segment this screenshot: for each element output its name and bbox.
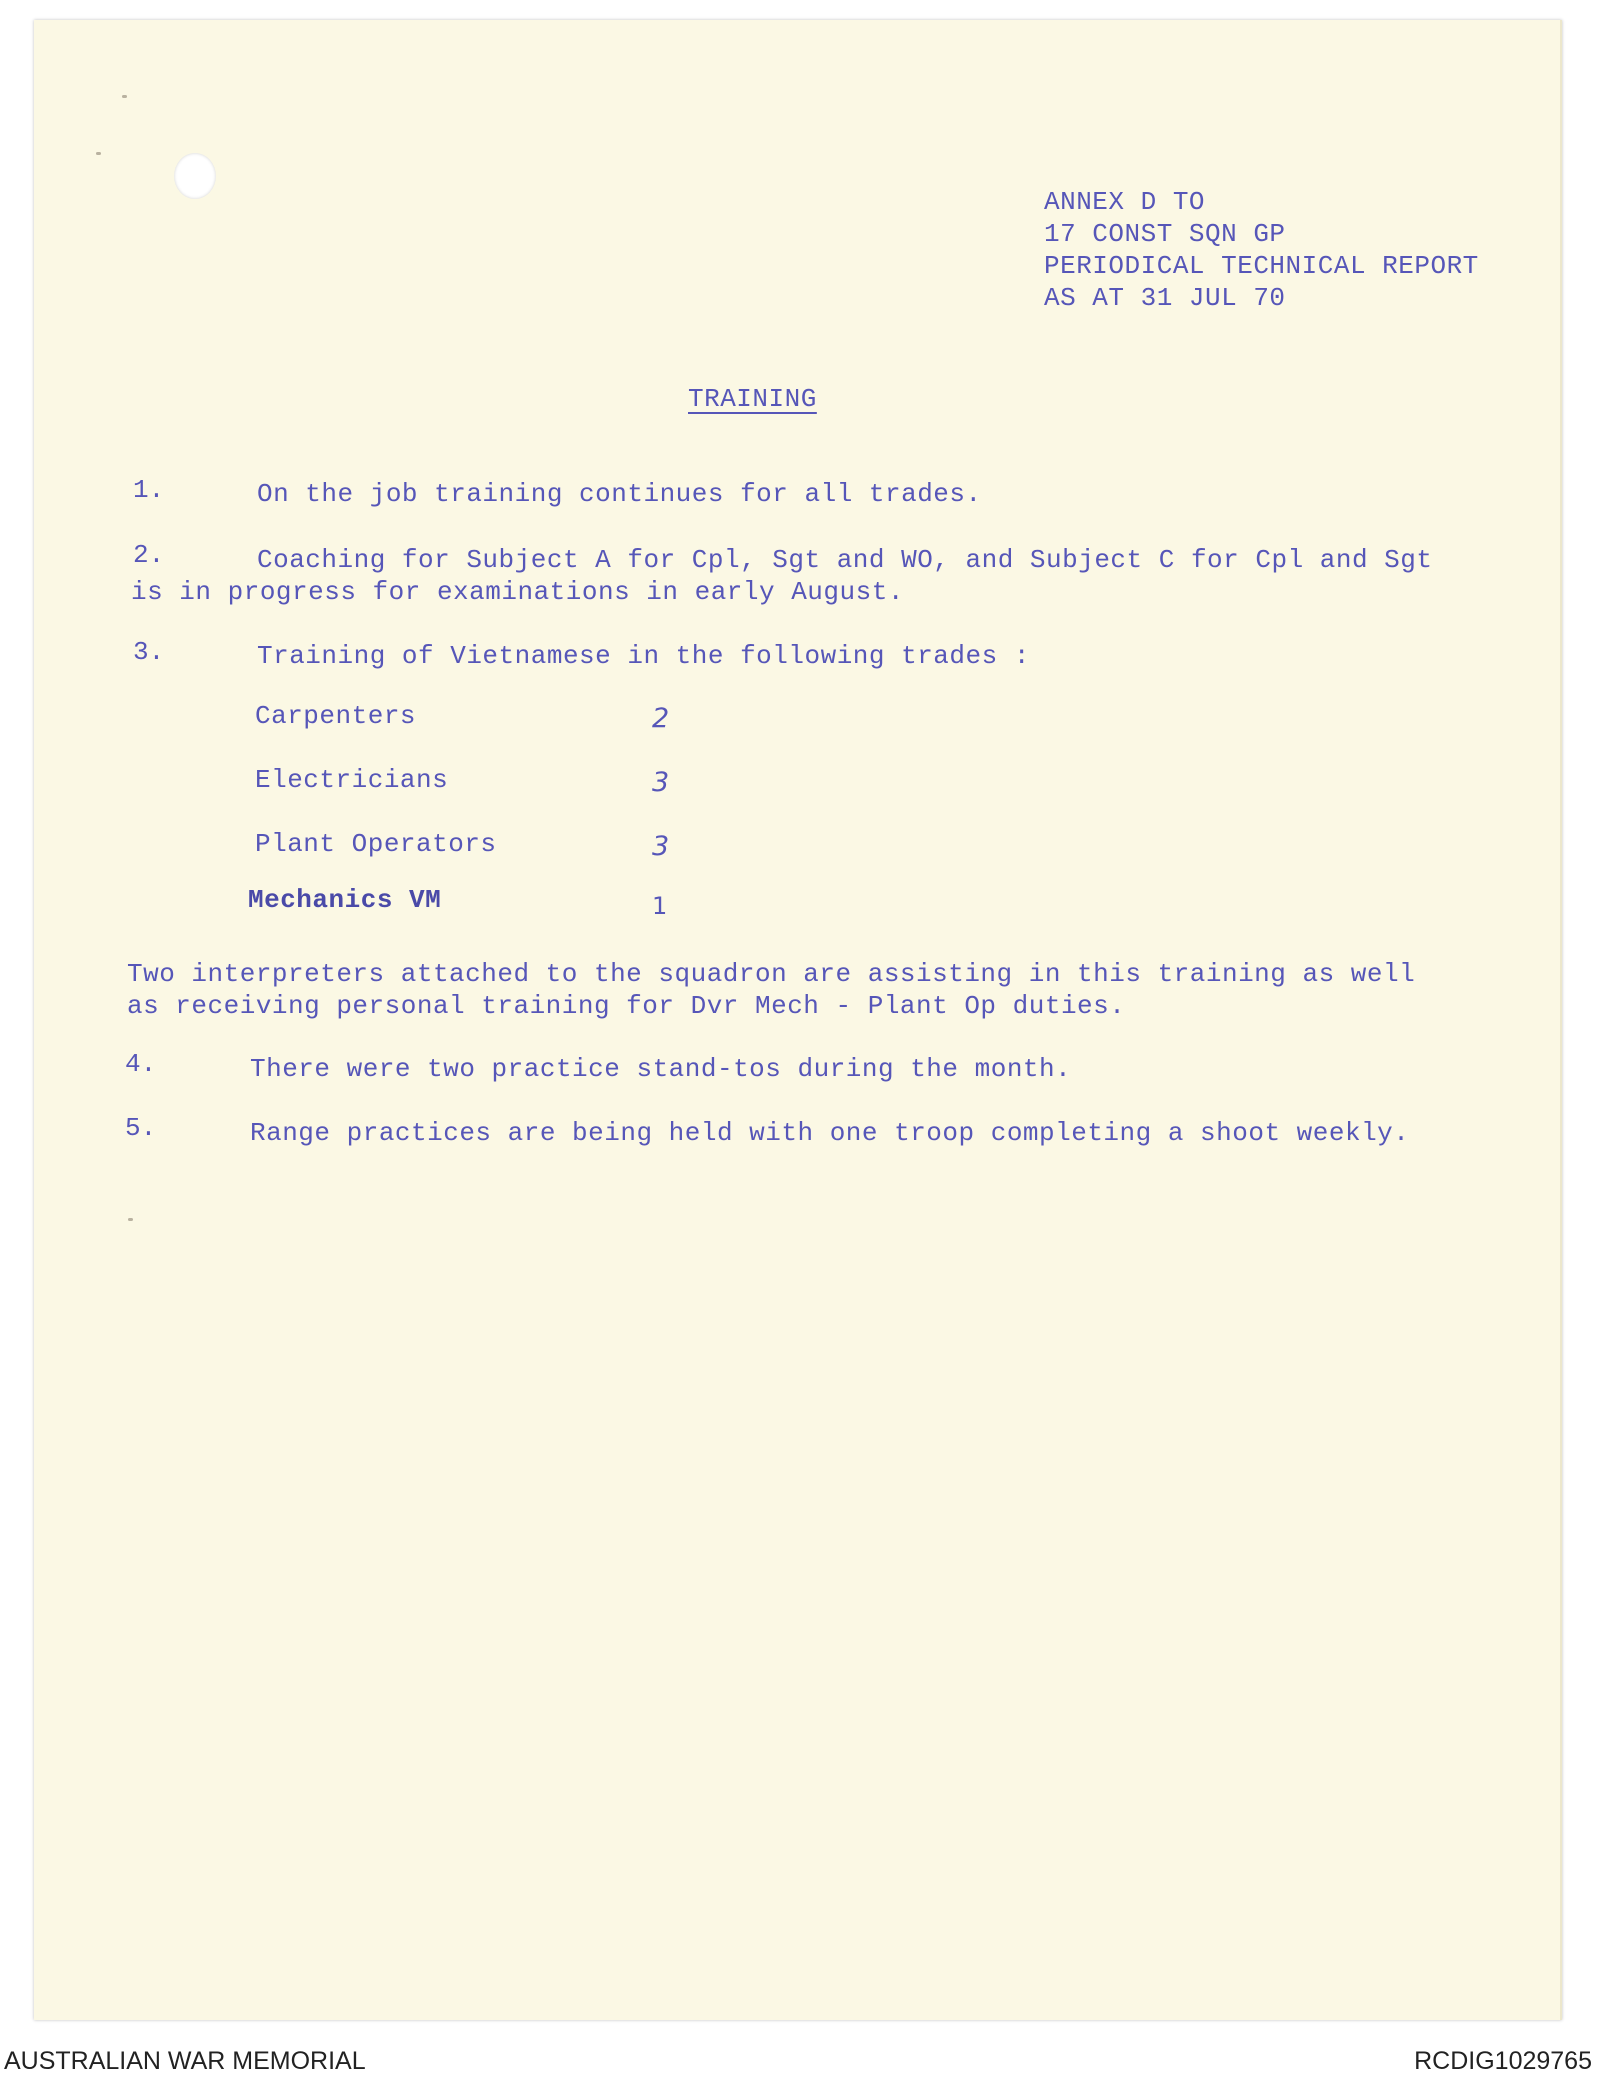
- paragraph-2-number: 2.: [133, 540, 165, 570]
- paragraph-5-text: Range practices are being held with one troop completing a shoot weekly.: [250, 1118, 1410, 1148]
- paragraph-2-text-line-1: Coaching for Subject A for Cpl, Sgt and WO, and Subject C for Cpl and Sgt: [257, 545, 1433, 575]
- paper-speck: [96, 152, 101, 155]
- footer-archive-name: AUSTRALIAN WAR MEMORIAL: [4, 2047, 366, 2075]
- paragraph-4-text: There were two practice stand-tos during the month.: [250, 1054, 1072, 1084]
- trade-count-plant-operators: 3: [652, 831, 670, 862]
- trade-count-carpenters: 2: [652, 703, 670, 734]
- page-title: TRAINING: [688, 384, 817, 414]
- trade-name-electricians: Electricians: [255, 765, 449, 795]
- interpreters-line-1: Two interpreters attached to the squadron are assisting in this training as well: [127, 959, 1416, 989]
- annex-header: [1044, 186, 1479, 314]
- paragraph-1-number: 1.: [133, 475, 165, 505]
- paragraph-4-number: 4.: [125, 1049, 157, 1079]
- trade-count-electricians: 3: [652, 767, 670, 798]
- annex-line-2: 17 CONST SQN GP: [1044, 219, 1286, 249]
- paragraph-3-number: 3.: [133, 637, 165, 667]
- paper-speck: [128, 1218, 133, 1221]
- paper-speck: [122, 95, 127, 98]
- trade-name-mechanics-vm: Mechanics VM: [248, 885, 442, 915]
- paragraph-1-text: On the job training continues for all trades.: [257, 479, 982, 509]
- paragraph-2-text-line-2: is in progress for examinations in early August.: [131, 577, 904, 607]
- annex-line-4: AS AT 31 JUL 70: [1044, 283, 1286, 313]
- paragraph-5-number: 5.: [125, 1113, 157, 1143]
- paragraph-3-text: Training of Vietnamese in the following trades :: [257, 641, 1030, 671]
- trade-count-mechanics-vm: 1: [652, 892, 668, 920]
- annex-line-1: ANNEX D TO: [1044, 187, 1206, 217]
- interpreters-line-2: as receiving personal training for Dvr Mech - Plant Op duties.: [127, 991, 1126, 1021]
- punch-hole: [174, 153, 216, 199]
- trade-name-carpenters: Carpenters: [255, 701, 417, 731]
- annex-line-3: PERIODICAL TECHNICAL REPORT: [1044, 251, 1479, 281]
- trade-name-plant-operators: Plant Operators: [255, 829, 497, 859]
- footer-record-id: RCDIG1029765: [1414, 2047, 1592, 2075]
